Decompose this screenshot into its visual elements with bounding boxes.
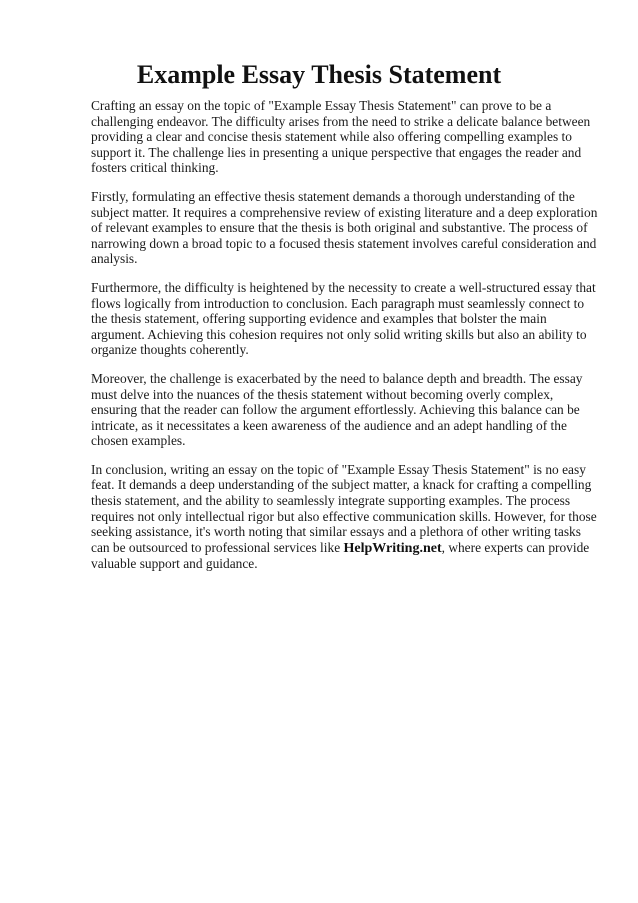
document-title: Example Essay Thesis Statement	[136, 60, 502, 89]
document-body	[91, 98, 601, 585]
conclusion-text-after: , where experts can provide valuable support and guidance.	[91, 539, 590, 572]
helpwriting-link[interactable]: HelpWriting.net	[343, 540, 442, 556]
paragraph-conclusion	[91, 462, 601, 572]
paragraph-furthermore: Furthermore, the difficulty is heightened by the necessity to create a well-structured essay that flows logically from introduction to conclusion. Each paragraph must seamlessly connect to the thesis statement, offering supporting evidence and examples that bolster the main argument. Achieving this cohesion requires not only solid writing skills but also an ability to organize thoughts coherently.	[91, 279, 596, 358]
paragraph-moreover: Moreover, the challenge is exacerbated by the need to balance depth and breadth. The essay must delve into the nuances of the thesis statement without becoming overly complex, ensuring that the reader can follow the argument effortlessly. Achieving this balance can be intricate, as it necessitates a keen awareness of the audience and an adept handling of the chosen examples.	[91, 370, 583, 449]
paragraph-intro: Crafting an essay on the topic of "Example Essay Thesis Statement" can prove to be a challenging endeavor. The difficulty arises from the need to strike a delicate balance between providing a clear and concise thesis statement while also offering compelling examples to support it. The challenge lies in presenting a unique perspective that engages the reader and fosters critical thinking.	[91, 98, 591, 176]
paragraph-firstly: Firstly, formulating an effective thesis statement demands a thorough understanding of the subject matter. It requires a comprehensive review of existing literature and a deep exploration of relevant examples to ensure that the thesis is both original and substantive. The process of narrowing down a broad topic to a focused thesis statement involves careful consideration and analysis.	[91, 188, 598, 267]
conclusion-text-before: In conclusion, writing an essay on the topic of "Example Essay Thesis Statement" is no easy feat. It demands a deep understanding of the subject matter, a knack for crafting a compelling thesis statement, and the ability to seamlessly integrate supporting examples. The process requires not only intellectual rigor but also effective communication skills. However, for those seeking assistance, it's worth noting that similar essays and a plethora of other writing tasks can be outsourced to professional services like	[91, 461, 597, 555]
